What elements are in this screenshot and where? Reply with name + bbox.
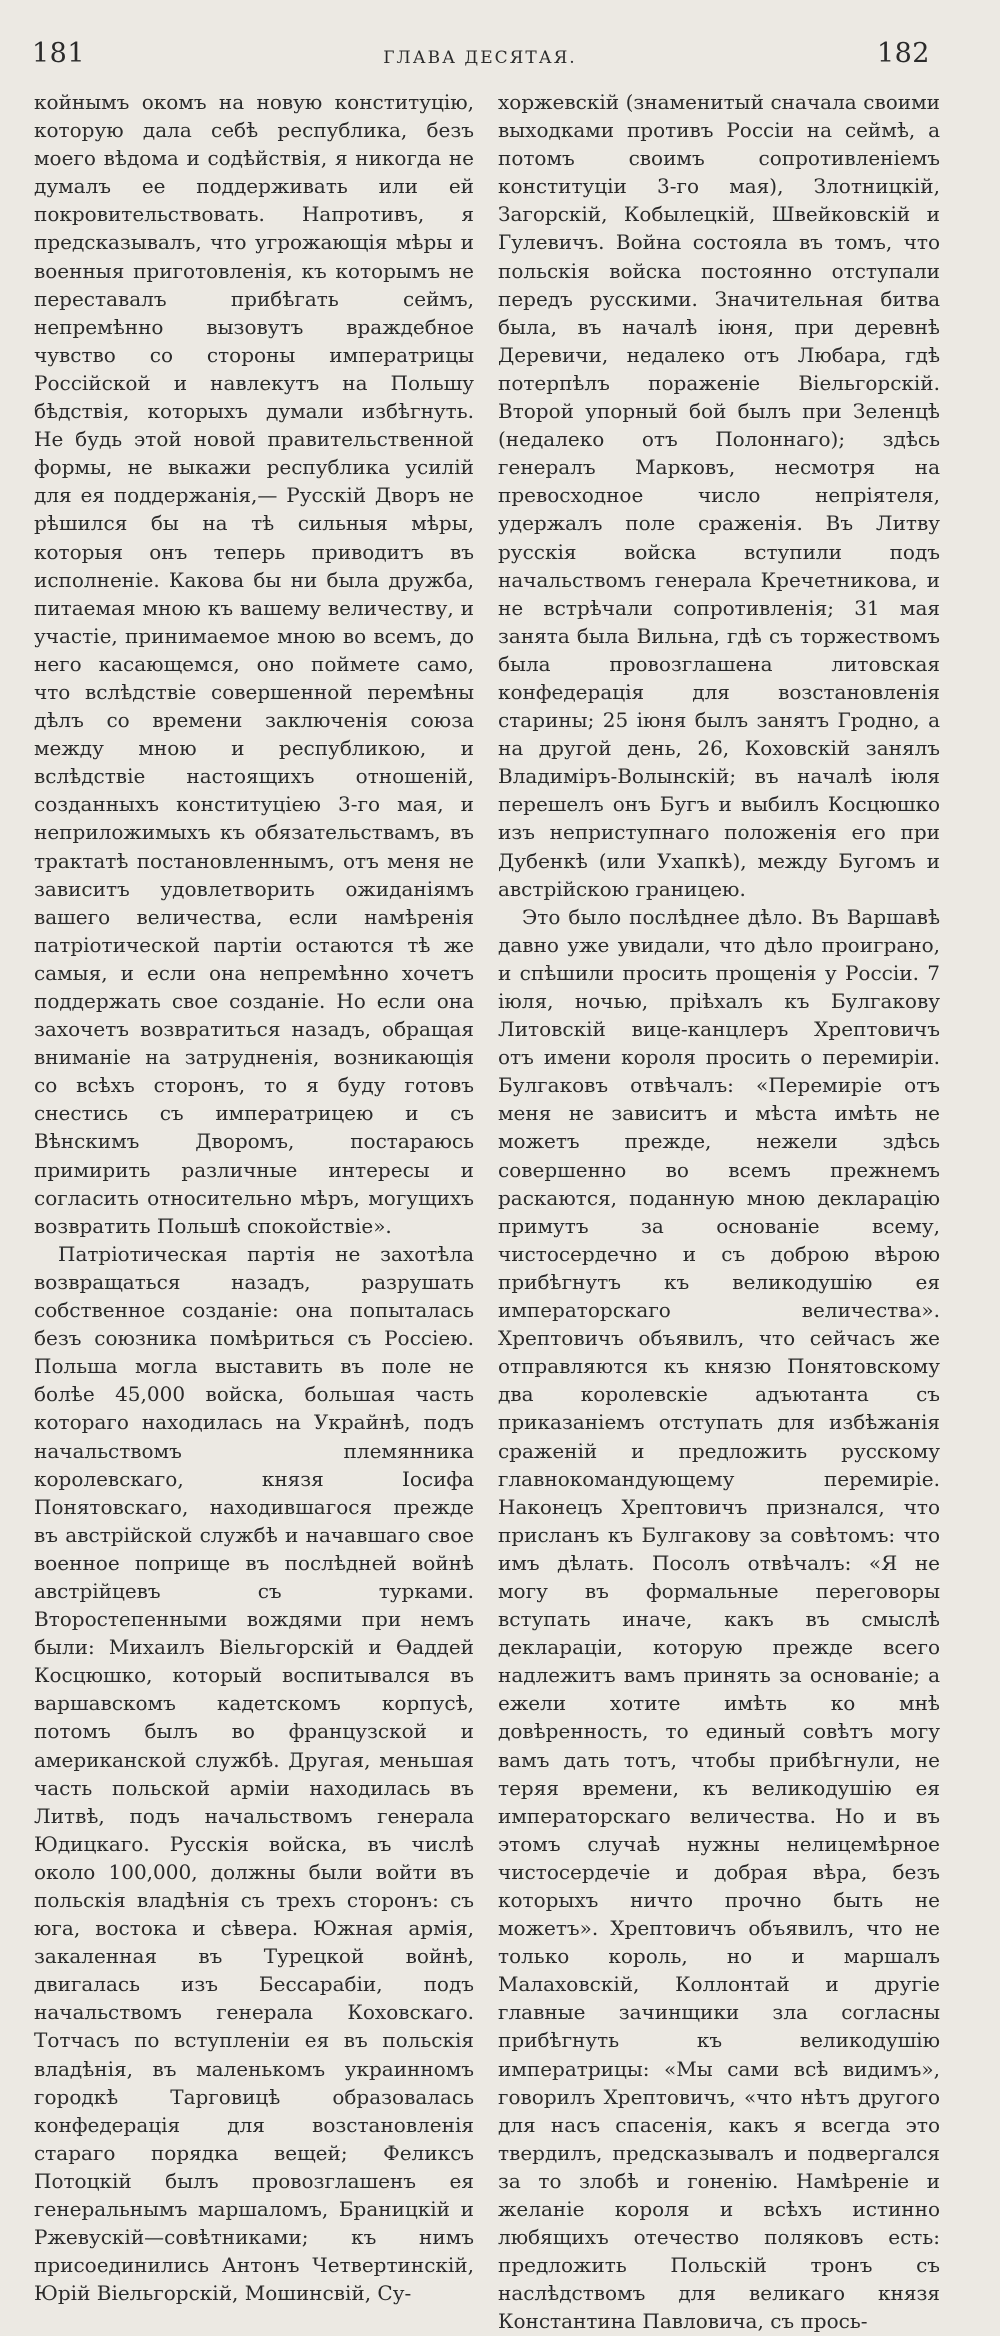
page-number-left: 181 (32, 38, 86, 69)
chapter-title: ГЛАВА ДЕСЯТАЯ. (383, 48, 577, 68)
paragraph: Патріотическая партія не захотѣла возвращаться назадъ, разрушать собственное созданіе: она попыталась безъ союзника помѣриться съ Россіею. Польша могла выставить въ поле не болѣе 45,000 войска, большая часть котораго находилась на Украйнѣ, подъ начальствомъ племянника королевскаго, князя Іосифа Понятовскаго, находившагося прежде въ австрійской службѣ и начавшаго свое военное поприще въ послѣдней войнѣ австрійцевъ съ турками. Второстепенными вождями при немъ были: Михаилъ Віельгорскій и Ѳаддей Косцюшко, который воспитывался въ варшавскомъ кадетскомъ корпусѣ, потомъ былъ во французской и американской службѣ. Другая, меньшая часть польской арміи находилась въ Литвѣ, подъ начальствомъ генерала Юдицкаго. Русскія войска, въ числѣ около 100,000, должны были войти въ польскія владѣнія съ трехъ сторонъ: съ юга, востока и сѣвера. Южная армія, закаленная въ Турецкой войнѣ, двигалась изъ Бессарабіи, подъ начальствомъ генерала Коховскаго. Тотчасъ по вступленіи ея въ польскія владѣнія, въ маленькомъ украинномъ городкѣ Тарговицѣ образовалась конфедерація для возстановленія стараго порядка вещей; Феликсъ Потоцкій былъ провозглашенъ ея генеральнымъ маршаломъ, Браницкій и Ржевускій—совѣтниками; къ нимъ присоединились Антонъ Четвертинскій, Юрій Віельгорскій, Мошинсвій, Су- (34, 1241, 474, 2306)
page-header (30, 38, 930, 78)
paragraph: койнымъ окомъ на новую конституцію, которую дала себѣ республика, безъ моего вѣдома и содѣйствія, я никогда не думалъ ее поддерживать или ей покровительствовать. Напротивъ, я предсказывалъ, что угрожающія мѣры и военныя приготовленія, къ которымъ не переставалъ прибѣгать сеймъ, непремѣнно вызовутъ враждебное чувство со стороны императрицы Россійской и навлекутъ на Польшу бѣдствія, которыхъ думали избѣгнуть. Не будь этой новой правительственной формы, не выкажи республика усилій для ея поддержанія,— Русскій Дворъ не рѣшился бы на тѣ сильныя мѣры, которыя онъ теперь приводитъ въ исполненіе. Какова бы ни была дружба, питаемая мною къ вашему величеству, и участіе, принимаемое мною во всемъ, до него касающемся, оно поймете само, что вслѣдствіе совершенной перемѣны дѣлъ со времени заключенія союза между мною и республикою, и вслѣдствіе настоящихъ отношеній, созданныхъ конституціею 3-го мая, и неприложимыхъ къ обязательствамъ, въ трактатѣ постановленнымъ, отъ меня не зависитъ удовлетворить ожиданіямъ вашего величества, если намѣренія патріотической партіи остаются тѣ же самыя, и если она непремѣнно хочетъ поддержать свое созданіе. Но если она захочетъ возвратиться назадъ, обращая вниманіе на затрудненія, возникающія со всѣхъ сторонъ, то я буду готовъ снестись съ императрицею и съ Вѣнскимъ Дворомъ, постараюсь примирить различные интересы и согласить относительно мѣръ, могущихъ возвратить Польшѣ спокойствіе». (34, 90, 474, 1238)
right-column (498, 88, 940, 2334)
left-column (34, 88, 474, 2306)
page-number-right: 182 (876, 38, 930, 69)
paragraph: Это было послѣднее дѣло. Въ Варшавѣ давно уже увидали, что дѣло проиграно, и спѣшили просить прощенія у Россіи. 7 іюля, ночью, пріѣхалъ къ Булгакову Литовскій вице-канцлеръ Хрептовичъ отъ имени короля просить о перемиріи. Булгаковъ отвѣчалъ: «Перемиріе отъ меня не зависитъ и мѣста имѣть не можетъ прежде, нежели здѣсь совершенно во всемъ прежнемъ раскаются, поданную мною декларацію примутъ за основаніе всему, чистосердечно и съ доброю вѣрою прибѣгнутъ къ великодушію ея императорскаго величества». Хрептовичъ объявилъ, что сейчасъ же отправляются къ князю Понятовскому два королевскіе адъютанта съ приказаніемъ отступать для избѣжанія сраженій и предложить русскому главнокомандующему перемиріе. Наконецъ Хрептовичъ признался, что присланъ къ Булгакову за совѣтомъ: что имъ дѣлать. Посолъ отвѣчалъ: «Я не могу въ формальные переговоры вступать иначе, какъ въ смыслѣ деклараціи, которую прежде всего надлежитъ вамъ принять за основаніе; а ежели хотите имѣть ко мнѣ довѣренность, то единый совѣтъ могу вамъ дать тотъ, чтобы прибѣгнули, не теряя времени, къ великодушію ея императорскаго величества. Но и въ этомъ случаѣ нужны нелицемѣрное чистосердечіе и добрая вѣра, безъ которыхъ ничто прочно быть не можетъ». Хрептовичъ объявилъ, что не только король, но и маршалъ Малаховскій, Коллонтай и другіе главные зачинщики зла согласны прибѣгнуть къ великодушію императрицы: «Мы сами всѣ видимъ», говорилъ Хрептовичъ, «что нѣтъ другого для насъ спасенія, какъ я всегда это твердилъ, предсказывалъ и подвергался за то злобѣ и гоненію. Намѣреніе и желаніе короля и всѣхъ истинно любящихъ отечество поляковъ есть: предложить Польскій тронъ съ наслѣдствомъ для великаго князя Константина Павловича, съ прось- (498, 904, 940, 2334)
paragraph: хоржевскій (знаменитый сначала своими выходками противъ Россіи на сеймѣ, а потомъ своимъ сопротивленіемъ конституціи 3-го мая), Злотницкій, Загорскій, Кобылецкій, Швейковскій и Гулевичъ. Война состояла въ томъ, что польскія войска постоянно отступали передъ русскими. Значительная битва была, въ началѣ іюня, при деревнѣ Деревичи, недалеко отъ Любара, гдѣ потерпѣлъ пораженіе Віельгорскій. Второй упорный бой былъ при Зеленцѣ (недалеко отъ Полоннаго); здѣсь генералъ Марковъ, несмотря на превосходное число непріятеля, удержалъ поле сраженія. Въ Литву русскія войска вступили подъ начальствомъ генерала Кречетникова, и не встрѣчали сопротивленія; 31 мая занята была Вильна, гдѣ съ торжествомъ была провозглашена литовская конфедерація для возстановленія старины; 25 іюня былъ занятъ Гродно, а на другой день, 26, Коховскій занялъ Владиміръ-Волынскій; въ началѣ іюля перешелъ онъ Бугъ и выбилъ Косцюшко изъ неприступнаго положенія его при Дубенкѣ (или Ухапкѣ), между Бугомъ и австрійскою границею. (498, 90, 940, 901)
